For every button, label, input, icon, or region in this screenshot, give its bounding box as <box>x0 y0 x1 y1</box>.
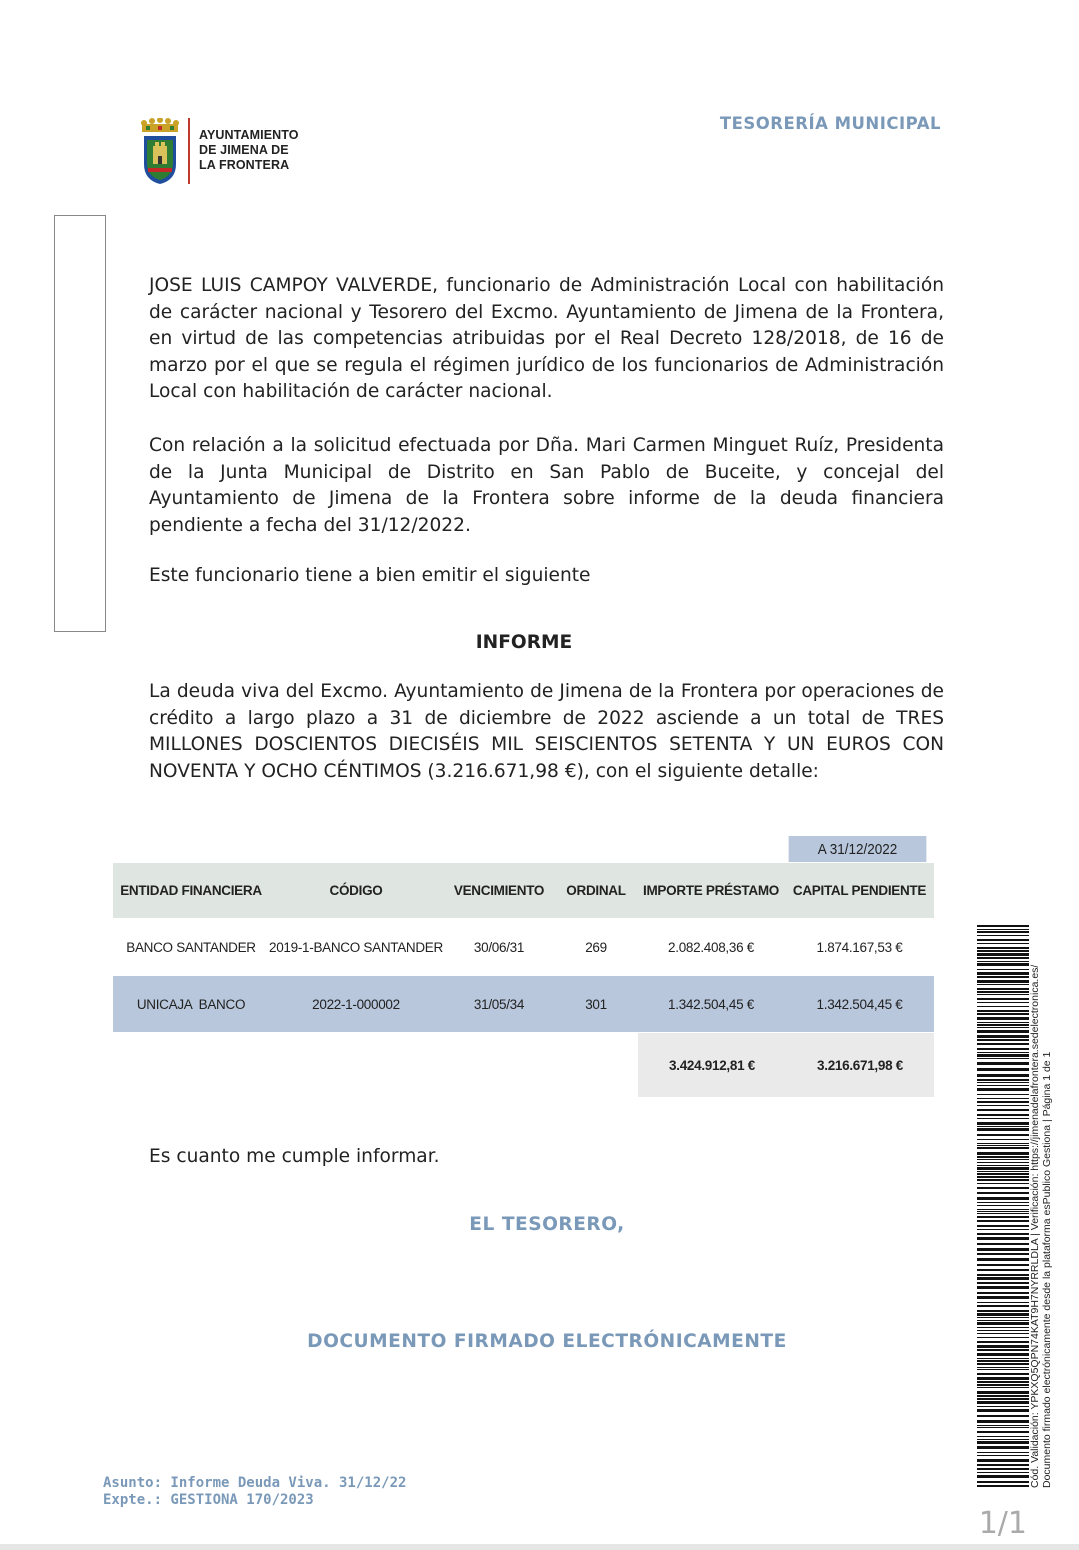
total-outstanding-capital: 3.216.671,98 € <box>817 1057 903 1073</box>
column-header: CAPITAL PENDIENTE <box>792 883 927 898</box>
verification-text <box>1030 923 1053 1488</box>
table-cell: 1.342.504,45 € <box>816 996 903 1012</box>
electronic-signature-note: DOCUMENTO FIRMADO ELECTRÓNICAMENTE <box>307 1331 787 1352</box>
table-row <box>113 976 934 1032</box>
verification-line1: Cód. Validación: YPKXQ5QPN74KAT9H7NYRRLDLA | Verificación: https://jimenadelafrontera.sedelectronica.es/ <box>1029 964 1041 1488</box>
document-footer <box>103 1475 406 1509</box>
table-totals-row <box>638 1033 934 1097</box>
table-cell: 301 <box>585 996 607 1012</box>
verification-line2: Documento firmado electrónicamente desde la plataforma esPublico Gestiona | Página 1 de 1 <box>1040 1051 1053 1488</box>
footer-file-number: Expte.: GESTIONA 170/2023 <box>103 1492 314 1508</box>
table-cell: 2022-1-000002 <box>312 996 400 1012</box>
column-header: VENCIMIENTO <box>453 883 545 898</box>
column-header: CÓDIGO <box>329 883 383 898</box>
table-row <box>113 919 934 975</box>
table-header-row <box>113 863 934 918</box>
table-cell: 269 <box>585 939 607 955</box>
report-title: INFORME <box>475 632 573 653</box>
org-name-line3: LA FRONTERA <box>199 158 290 172</box>
table-cell: 31/05/34 <box>473 996 525 1012</box>
column-header: IMPORTE PRÉSTAMO <box>643 883 779 898</box>
closing-paragraph: Es cuanto me cumple informar. <box>149 1146 440 1167</box>
table-cell: UNICAJA BANCO <box>136 996 246 1012</box>
table-cell: 1.874.167,53 € <box>816 939 903 955</box>
table-cell: BANCO SANTANDER <box>126 939 256 955</box>
debt-paragraph: La deuda viva del Excmo. Ayuntamiento de Jimena de la Frontera por operaciones de crédito a largo plazo a 31 de diciembre de 2022 asciende a un total de TRES MILLONES DOSCIENTOS DIECISÉIS MIL SEISCIENTOS SETENTA Y UN EUROS CON NOVENTA Y OCHO CÉNTIMOS (3.216.671,98 €), con el siguiente detalle: <box>149 681 944 782</box>
page-bottom-edge <box>0 1544 1079 1550</box>
total-loan-amount: 3.424.912,81 € <box>669 1057 755 1073</box>
column-header: ENTIDAD FINANCIERA <box>120 883 262 898</box>
municipal-logo <box>138 118 338 188</box>
barcode-icon <box>977 925 1029 1487</box>
org-name-line1: AYUNTAMIENTO <box>199 128 299 142</box>
table-cell: 2019-1-BANCO SANTANDER <box>269 939 443 955</box>
issue-paragraph: Este funcionario tiene a bien emitir el siguiente <box>149 565 591 586</box>
table-cell: 1.342.504,45 € <box>668 996 754 1012</box>
org-name-line2: DE JIMENA DE <box>199 143 289 157</box>
footer-subject: Asunto: Informe Deuda Viva. 31/12/22 <box>103 1475 407 1491</box>
intro-paragraph: JOSE LUIS CAMPOY VALVERDE, funcionario de Administración Local con habilitación de carácter nacional y Tesorero del Excmo. Ayuntamiento de Jimena de la Frontera, en virtud de las competencias atribuidas por el Real Decreto 128/2018, de 16 de marzo por el que se regula el régimen jurídico de los funcionarios de Administración Local con habilitación de carácter nacional. <box>149 275 944 402</box>
column-header: ORDINAL <box>566 883 626 898</box>
registry-stamp-box <box>54 215 106 632</box>
page-indicator: 1/1 <box>978 1506 1027 1541</box>
table-cell: 2.082.408,36 € <box>668 939 754 955</box>
logo-divider <box>188 118 190 184</box>
coat-of-arms-icon <box>138 118 182 186</box>
request-paragraph: Con relación a la solicitud efectuada por Dña. Mari Carmen Minguet Ruíz, Presidenta de la Junta Municipal de Distrito en San Pablo de Buceite, y concejal del Ayuntamiento de Jimena de la Frontera sobre informe de la deuda financiera pendiente a fecha del 31/12/2022. <box>149 435 944 536</box>
table-date-header: A 31/12/2022 <box>789 836 927 862</box>
department-title: TESORERÍA MUNICIPAL <box>719 114 941 133</box>
signatory-title: EL TESORERO, <box>469 1214 625 1235</box>
table-cell: 30/06/31 <box>473 939 525 955</box>
organization-name <box>199 128 299 173</box>
